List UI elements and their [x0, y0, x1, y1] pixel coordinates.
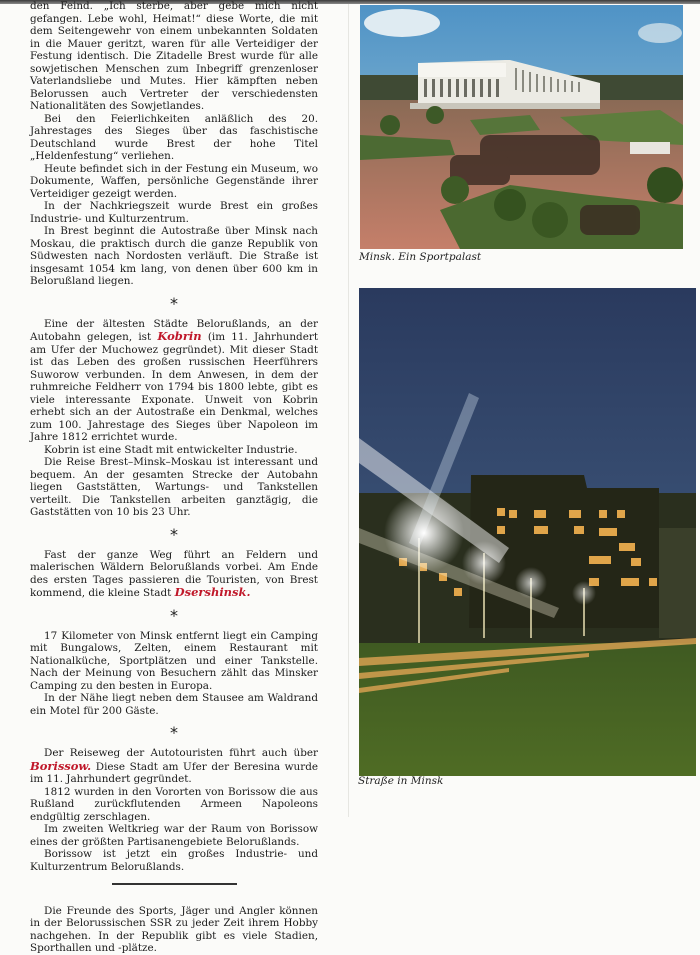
section-separator: * — [170, 293, 178, 313]
paragraph: In der Nachkriegszeit wurde Brest ein großes Industrie- und Kulturzentrum. — [30, 200, 318, 225]
paragraph-text: Eine der ältesten Städte Belorußlands, an der Autobahn gelegen, ist — [30, 317, 318, 343]
section-separator: * — [170, 605, 178, 625]
city-name-borissow: Borissow. — [30, 758, 92, 773]
paragraph: 17 Kilometer von Minsk entfernt liegt ein Camping mit Bungalows, Zelten, einem Restaurant mit Nationalküche, Sportplätzen und einer Tankstelle. Nach der Meinung von Besuchern zählt das Minsker Camping zu den besten in Europa. — [30, 629, 318, 692]
photo-street-at-night — [359, 288, 696, 776]
paragraph-text: Fast der ganze Weg führt an Feldern und malerischen Wäldern Belorußlands vorbei. Am Ende des ersten Tages passieren die Touristen, von Brest kommend, die kleine Stadt — [30, 548, 318, 599]
city-name-dsershinsk: Dsershinsk. — [174, 585, 251, 599]
paragraph: In der Nähe liegt neben dem Stausee am Waldrand ein Motel für 200 Gäste. — [30, 692, 318, 717]
paragraph: Die Freunde des Sports, Jäger und Angler können in der Belorussischen SSR zu jeder Zeit ihrem Hobby nachgehen. In der Republik gibt es viele Stadien, Sporthallen und -plätze. — [30, 904, 318, 954]
paragraph-borissow — [30, 747, 318, 786]
paragraph: Bei den Feierlichkeiten anläßlich des 20. Jahrestages des Sieges über das faschistische Deutschland wurde Brest der hohe Titel „Heldenfestung“ verliehen. — [30, 112, 318, 162]
paragraph-text: Diese Stadt am Ufer der Beresina wurde im 11. Jahrhundert gegründet. — [30, 760, 318, 785]
paragraph: Borissow ist jetzt ein großes Industrie- und Kulturzentrum Belorußlands. — [30, 848, 318, 873]
paragraph-text: Der Reiseweg der Autotouristen führt auch über — [44, 747, 318, 759]
section-separator: * — [170, 524, 178, 544]
paragraph: den Feind. „Ich sterbe, aber gebe mich nicht gefangen. Lebe wohl, Heimat!“ diese Worte, die mit dem Seitengewehr von einem unbekannten Soldaten in die Mauer geritzt, waren für alle Verteidiger der Festung identisch. Die Zitadelle Brest wurde für alle sowjetischen Menschen zum Inbegriff grenzenloser Vaterlandsliebe und Mutes. Hier kämpften neben Belorussen auch Vertreter der verschiedensten Nationalitäten des Sowjetlandes. — [30, 0, 318, 112]
photo-caption: Straße in Minsk — [358, 775, 444, 787]
paragraph: Im zweiten Weltkrieg war der Raum von Borissow eines der größten Partisanengebiete Belorußlands. — [30, 823, 318, 848]
paragraph: Die Reise Brest–Minsk–Moskau ist interessant und bequem. An der gesamten Strecke der Autobahn liegen Gaststätten, Wartungs- und Tankstellen verteilt. Die Tankstellen arbeiten ganztägig, die Gaststätten von 10 bis 23 Uhr. — [30, 456, 318, 518]
paragraph-text: (im 11. Jahrhundert am Ufer der Muchowez gegründet). Mit dieser Stadt ist das Leben des großen russischen Heerführers Suworow verbunden. In dem Anwesen, in dem der ruhmreiche Feldherr von 1794 bis 1800 lebte, gibt es viele interessante Exponate. Unweit von Kobrin erhebt sich an der Autostraße ein Denkmal, welches zum 100. Jahrestage des Sieges über Napoleon im Jahre 1812 errichtet wurde. — [30, 331, 318, 443]
city-name-kobrin: Kobrin — [157, 329, 202, 343]
paragraph: Kobrin ist eine Stadt mit entwickelter Industrie. — [44, 443, 298, 456]
paragraph-dsershinsk — [30, 549, 318, 600]
horizontal-rule — [112, 883, 237, 885]
paragraph-kobrin — [30, 318, 318, 444]
paragraph: 1812 wurden in den Vororten von Borissow die aus Rußland zurückflutenden Armeen Napoleons endgültig zerschlagen. — [30, 785, 318, 823]
page-fold — [348, 4, 349, 817]
paragraph: Heute befindet sich in der Festung ein Museum, wo Dokumente, Waffen, persönliche Gegenstände ihrer Verteidiger gezeigt werden. — [30, 162, 318, 200]
photo-sports-palace — [360, 5, 683, 249]
photo-caption: Minsk. Ein Sportpalast — [359, 251, 482, 263]
paragraph: In Brest beginnt die Autostraße über Minsk nach Moskau, die praktisch durch die ganze Republik von Südwesten nach Nordosten verläuft. Die Straße ist insgesamt 1054 km lang, von denen über 600 km in Belorußland liegen. — [30, 225, 318, 287]
text-column — [30, 0, 318, 954]
section-separator: * — [170, 723, 178, 742]
